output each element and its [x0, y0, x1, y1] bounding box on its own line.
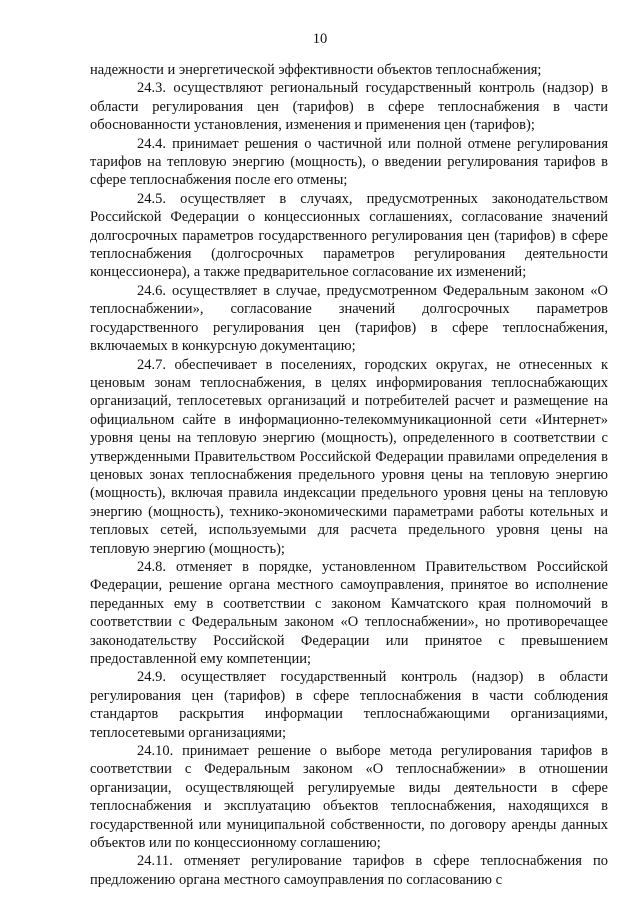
page-number: 10 [312, 31, 328, 47]
document-body [90, 61, 608, 889]
paragraph-24-11: 24.11. отменяет регулирование тарифов в сфере теплоснабжения по предложению органа местного самоуправления по согласованию с [90, 853, 608, 888]
paragraph-24-10: 24.10. принимает решение о выборе метода регулирования тарифов в соответствии с Федеральным законом «О теплоснабжении» в отношении организации, осуществляющей регулируемые виды деятельности в сфере теплоснабжения и эксплуатацию объектов теплоснабжения, находящихся в государственной или муниципальной собственности, по договору аренды данных объектов или по концессионному соглашению; [90, 743, 608, 852]
paragraph-24-6: 24.6. осуществляет в случае, предусмотренном Федеральным законом «О теплоснабжении», согласование значений долгосрочных параметров государственного регулирования цен (тарифов) в сфере теплоснабжения, включаемых в конкурсную документацию; [90, 282, 608, 355]
paragraph-24-5: 24.5. осуществляет в случаях, предусмотренных законодательством Российской Федерации о концессионных соглашениях, согласование значений долгосрочных параметров государственного регулирования цен (тарифов) в сфере теплоснабжения (долгосрочных параметров регулирования деятельности концессионера), а также предварительное согласование их изменений; [90, 190, 608, 281]
paragraph-24-7: 24.7. обеспечивает в поселениях, городских округах, не отнесенных к ценовым зонам теплоснабжения, в целях информирования теплоснабжающих организаций, теплосетевых организаций и потребителей расчет и размещение на официальном сайте в информационно-телекоммуникационной сети «Интернет» уровня цены на тепловую энергию (мощность), определенного в соответствии с утвержденными Правительством Российской Федерации правилами определения в ценовых зонах теплоснабжения предельного уровня цены на тепловую энергию (мощность), включая правила индексации предельного уровня цены на тепловую энергию (мощность), технико-экономическими параметрами работы котельных и тепловых сетей, используемыми для расчета предельного уровня цены на тепловую энергию (мощность); [90, 356, 608, 557]
paragraph-24-4: 24.4. принимает решения о частичной или полной отмене регулирования тарифов на тепловую энергию (мощность), о введении регулирования тарифов в сфере теплоснабжения после его отмены; [90, 135, 608, 189]
paragraph-24-3: 24.3. осуществляют региональный государственный контроль (надзор) в области регулирования цен (тарифов) в сфере теплоснабжения в части обоснованности установления, изменения и применения цен (тарифов); [90, 80, 608, 134]
paragraph-continuation: надежности и энергетической эффективности объектов теплоснабжения; [90, 62, 542, 78]
paragraph-24-9: 24.9. осуществляет государственный контроль (надзор) в области регулирования цен (тарифов) в сфере теплоснабжения в части соблюдения стандартов раскрытия информации теплоснабжающими организациями, теплосетевыми организациями; [90, 669, 608, 741]
paragraph-24-8: 24.8. отменяет в порядке, установленном Правительством Российской Федерации, решение органа местного самоуправления, принятое во исполнение переданных ему в соответствии с законом Камчатского края полномочий в соответствии с Федеральным законом «О теплоснабжении», но противоречащее законодательству Российской Федерации или принятое с превышением предоставленной ему компетенции; [90, 558, 608, 667]
